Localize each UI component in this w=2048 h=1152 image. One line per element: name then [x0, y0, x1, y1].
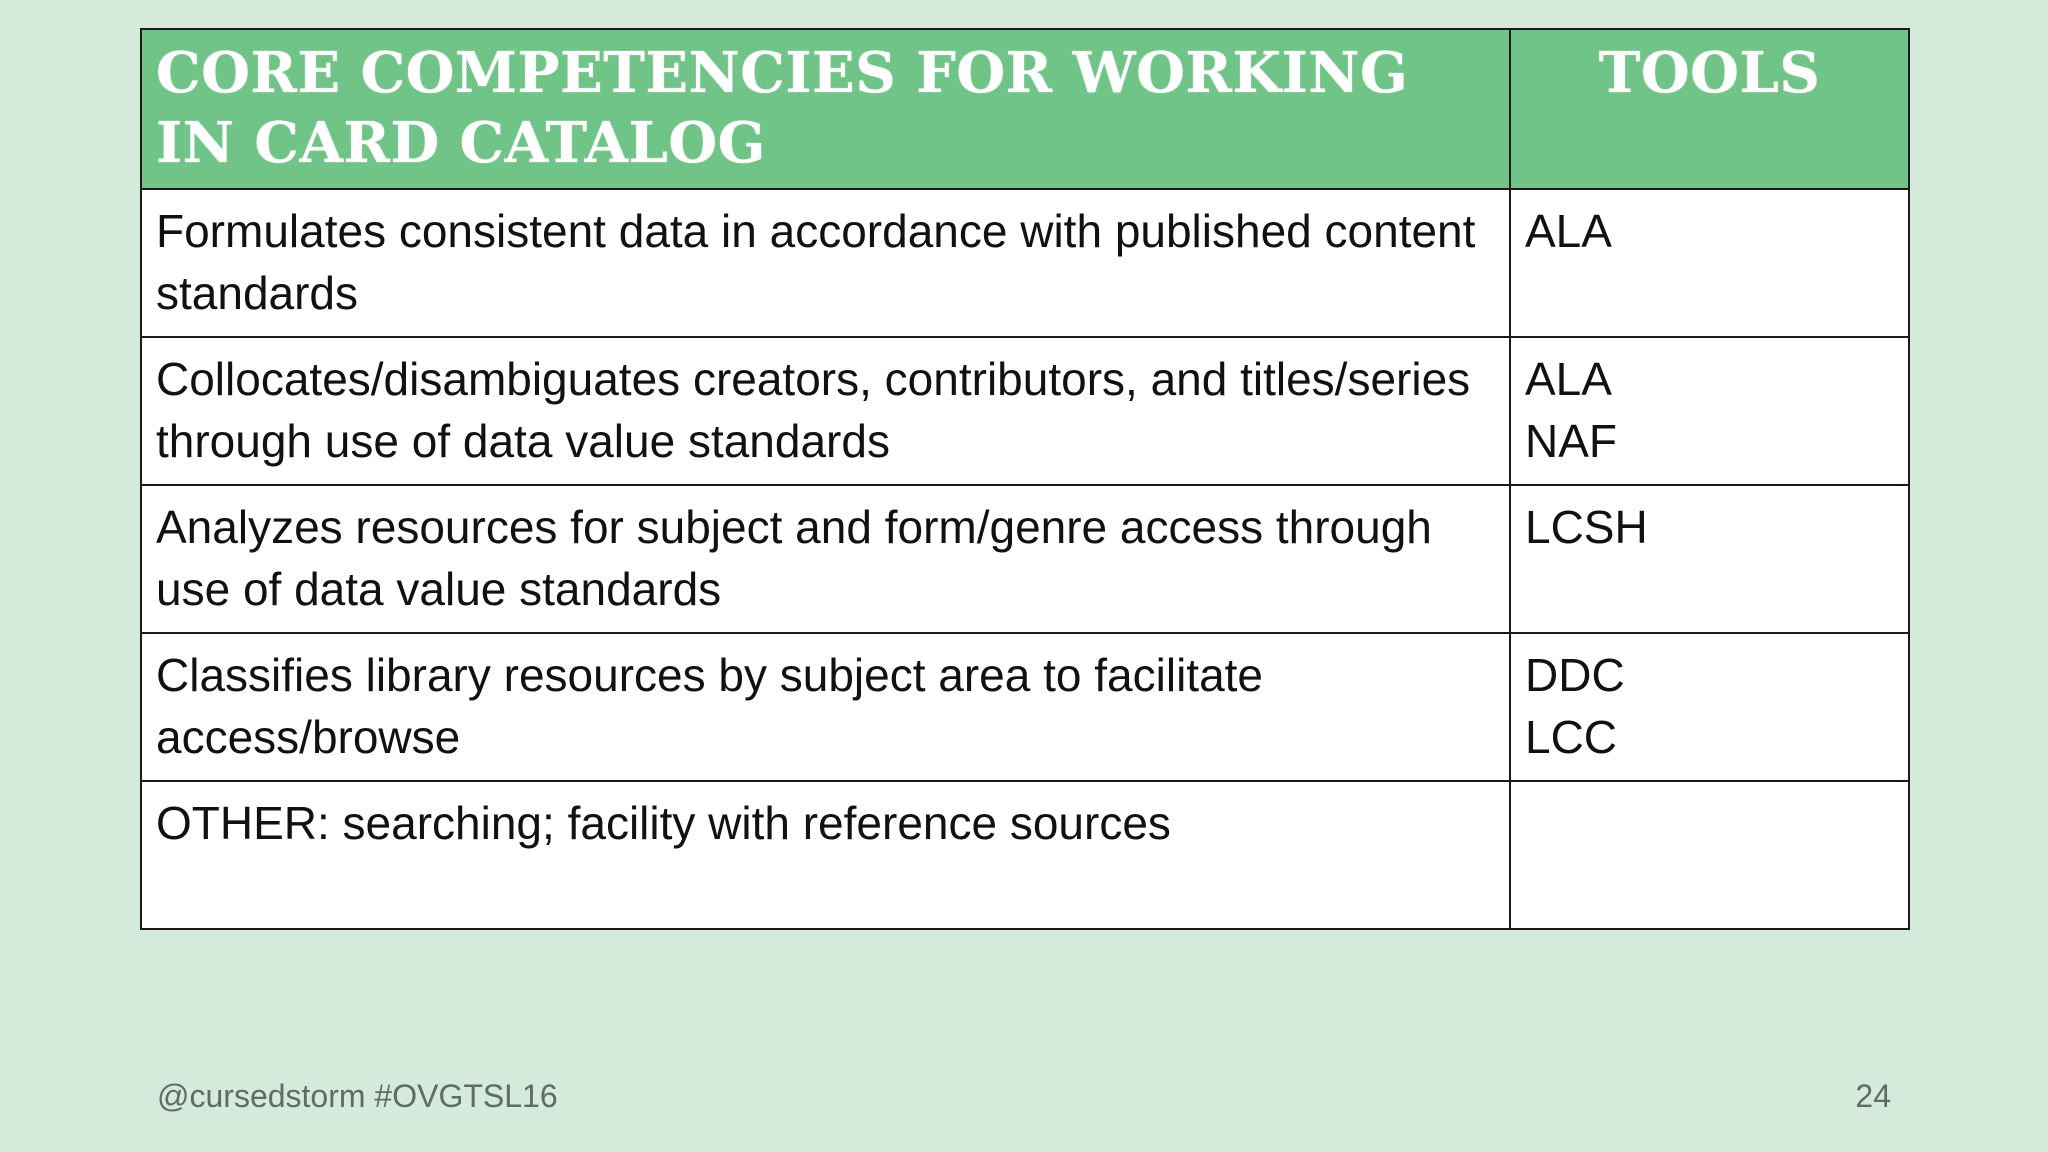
table-row — [141, 633, 1909, 781]
tools-cell — [1510, 633, 1909, 781]
competency-cell: Formulates consistent data in accordance with published content standards — [141, 189, 1510, 337]
tools-cell — [1510, 485, 1909, 633]
competencies-table — [140, 28, 1910, 930]
tool-item: NAF — [1525, 415, 1617, 467]
tools-cell — [1510, 781, 1909, 929]
competency-cell: Classifies library resources by subject area to facilitate access/browse — [141, 633, 1510, 781]
slide-number: 24 — [1855, 1078, 1891, 1114]
tool-item: LCSH — [1525, 501, 1648, 553]
tools-cell — [1510, 337, 1909, 485]
table-row — [141, 337, 1909, 485]
competencies-column-header: CORE COMPETENCIES FOR WORKING IN CARD CATALOG — [141, 29, 1510, 189]
tools-cell — [1510, 189, 1909, 337]
footer-handle: @cursedstorm #OVGTSL16 — [157, 1078, 558, 1114]
table-header-row — [141, 29, 1909, 189]
tool-item: LCC — [1525, 711, 1618, 763]
competency-cell: Analyzes resources for subject and form/genre access through use of data value standards — [141, 485, 1510, 633]
tools-column-header: TOOLS — [1510, 29, 1909, 189]
table-row — [141, 189, 1909, 337]
tool-item: ALA — [1525, 353, 1612, 405]
table-row — [141, 781, 1909, 929]
tool-item: DDC — [1525, 649, 1625, 701]
competency-cell: OTHER: searching; facility with reference sources — [141, 781, 1510, 929]
competency-cell: Collocates/disambiguates creators, contributors, and titles/series through use of data value standards — [141, 337, 1510, 485]
tool-item: ALA — [1525, 205, 1612, 257]
table-row — [141, 485, 1909, 633]
